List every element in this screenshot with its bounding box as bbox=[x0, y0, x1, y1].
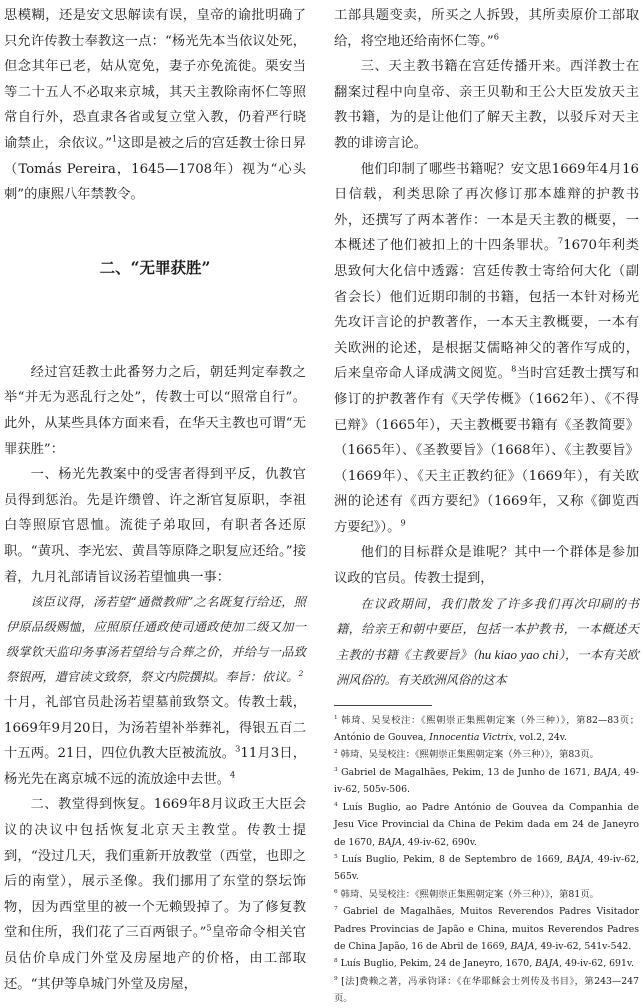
paragraph: 三、天主教书籍在宫廷传播开来。西洋教士在翻案过程中向皇帝、亲王贝勒和王公大臣发放天主教书籍，为的是让他们了解天主教，以驳斥对天主教的诽谤言论。 bbox=[334, 59, 639, 151]
paragraph: 他们的目标群众是谁呢？其中一个群体是参加议政的官员。传教士提到， bbox=[334, 545, 639, 587]
footnote-italic: BAJA bbox=[593, 766, 618, 778]
paragraph bbox=[334, 157, 639, 541]
footnote-ref[interactable]: 2 bbox=[298, 669, 304, 679]
footnote-item bbox=[334, 973, 639, 1008]
footnote-number: 5 bbox=[334, 853, 338, 860]
footnote-item bbox=[334, 851, 639, 886]
footnote-item bbox=[334, 886, 639, 903]
footnote-tail: , vol.2, 24v. bbox=[513, 732, 567, 744]
intro-paragraph bbox=[4, 0, 306, 208]
quote-romanization: hu kiao yao chi bbox=[478, 646, 559, 662]
paragraph: 一、杨光先教案中的受害者得到平反，仇教官员得到惩治。先是许缵曾、许之渐官复原职，李祖白等照原官恩恤。流徙子弟取回，有职者各还原职。“黄巩、李光宏、黄昌等原降之职复应还给。”接着，九月礼部请旨议汤若望恤典一事： bbox=[4, 467, 306, 585]
footnote-tail: , 49-iv-62, 691v. bbox=[559, 958, 634, 970]
section-heading: 二、“无罪获胜” bbox=[99, 257, 211, 277]
footnote-item bbox=[334, 764, 639, 799]
footnotes-list bbox=[334, 712, 639, 1008]
footnote-text: 韩琦、吴旻校注：《熙朝崇正集熙朝定案（外三种）》，第83页。 bbox=[340, 749, 599, 761]
footnote-text: Luís Buglio, Pekim, 8 de Septembro de 1669, bbox=[341, 853, 567, 865]
footnote-text: Gabriel de Magalhães, Pekim, 13 de Junho de 1671, bbox=[341, 766, 594, 778]
block-quote bbox=[4, 590, 306, 690]
footnote-ref[interactable]: 3 bbox=[235, 743, 241, 754]
footnote-text: [法]费赖之著，冯承钧译：《在华耶稣会士列传及书目》，第243—247页。 bbox=[334, 975, 639, 1005]
footnote-ref[interactable]: 8 bbox=[511, 363, 517, 374]
paragraph-text: 二、教堂得到恢复。1669年8月议政王大臣会议的决议中包括恢复北京天主教堂。传教士提到，“没过几天，我们重新开放教堂（西堂，也即之后的南堂），展示圣像。我们挪用了东堂的祭坛饰物，因为西堂里的被一个无赖毁掉了。为了修复教堂和住所，我们花了三百两银子。” bbox=[4, 797, 306, 941]
footnote-tail: , 49-iv-62, 565v. bbox=[334, 853, 639, 883]
footnote-item bbox=[334, 712, 639, 747]
footnote-italic: BAJA bbox=[535, 958, 560, 970]
footnote-number: 4 bbox=[334, 801, 338, 808]
paragraph-text: 工部具题变卖，所买之人拆毁，其所卖原价工部取给，将空地还给南怀仁等。” bbox=[334, 8, 639, 49]
block-quote bbox=[334, 592, 639, 693]
paragraph-text: 11月3日，杨光先在离京城不远的流放途中去世。 bbox=[4, 746, 306, 787]
footnote-italic: BAJA bbox=[566, 853, 591, 865]
paragraph-text: 十月，礼部官员赴汤若望墓前致祭文。传教士载，1669年9月20日，为汤若望补举葬礼，得银五百二十五两。21日，四位仇教大臣被流放。 bbox=[4, 695, 306, 762]
footnote-item bbox=[334, 746, 639, 763]
intro-tail-text: 这即是被之后的宫廷教士徐日昇（Tomás Pereira，1645—1708年）视为“心头刺”的康熙八年禁教令。 bbox=[4, 135, 306, 203]
footnote-number: 8 bbox=[334, 958, 338, 965]
paragraph-text: 1670年利类思致何大化信中透露：宫廷传教士寄给何大化（副省会长）他们近期印制的书籍，包括一本针对杨光先攻讦言论的护教著作，一本天主教概要，一本有关欧洲的论述，是根据艾儒略神父的著作写成的，后来皇帝命人译成满文阅览。 bbox=[334, 238, 639, 382]
footnote-divider bbox=[334, 705, 432, 706]
footnote-ref[interactable]: 4 bbox=[230, 769, 236, 780]
paragraph-text: 当时宫廷教士撰写和修订的护教著作有《天学传概》（1662年）、《不得已辩》（1665年），天主教概要书籍有《圣教简要》（1665年）、《圣教要旨》（1668年）、《主教要旨》（1669年）、《天主正教约征》（1669年），有关欧洲的论述有《西方要纪》（1669年，又称《御览西方要纪》）。 bbox=[334, 366, 639, 535]
footnote-italic: BAJA bbox=[510, 940, 535, 952]
footnote-text: 韩琦、吴旻校注：《熙朝崇正集熙朝定案（外三种）》，第81页。 bbox=[340, 888, 599, 900]
footnote-tail: , 49-iv-62, 541v-542. bbox=[534, 940, 632, 952]
footnote-number: 3 bbox=[334, 766, 338, 773]
footnote-ref[interactable]: 6 bbox=[493, 31, 499, 42]
footnote-ref[interactable]: 7 bbox=[557, 235, 564, 246]
footnote-italic: BAJA bbox=[377, 836, 402, 848]
paragraph bbox=[4, 690, 306, 792]
paragraph bbox=[334, 0, 639, 54]
left-column bbox=[4, 0, 306, 997]
quote-text: 在议政期间，我们散发了许多我们再次印刷的书籍，给亲王和朝中要臣，包括一本护教书，一本概述天主教的书籍《主教要旨》（ bbox=[336, 596, 639, 662]
footnote-number: 9 bbox=[334, 975, 338, 982]
footnote-item bbox=[334, 955, 639, 972]
footnote-text: 韩琦、吴旻校注：《熙朝崇正集熙朝定案（外三种）》，第82—83页；António de Gouvea, bbox=[334, 714, 639, 744]
footnote-number: 7 bbox=[334, 906, 338, 913]
footnote-ref[interactable]: 1 bbox=[112, 133, 118, 144]
quote-text: 该臣议得，汤若望“通微教师”之名既复行给还，照伊原品级赐恤，应照原任通政使司通政使加二级又加一级掌钦天监印务事汤若望给与合葬之价，并给与一品致祭银两，遣官读文致祭，祭文内院撰拟。奉旨：依议。 bbox=[6, 595, 306, 685]
footnote-tail: , 49-iv-62, 505v-506. bbox=[334, 766, 639, 796]
footnote-item bbox=[334, 903, 639, 955]
footnote-text: Luís Buglio, ao Padre António de Gouvea da Companhia de Jesu Vice Provincial da China de Pekim dada em 24 de Janeyro de 1670, bbox=[334, 801, 639, 848]
footnote-number: 2 bbox=[334, 749, 338, 756]
footnote-ref[interactable]: 9 bbox=[400, 517, 406, 528]
footnote-number: 1 bbox=[334, 714, 338, 721]
intro-text: 思模糊，还是安文思解读有误，皇帝的谕批明确了只允许传教士奉教这一点：“杨光先本当依议处死，但念其年已老，姑从宽免，妻子亦免流徙。栗安当等二十五人不必取来京城，其天主教除南怀仁等照常自行外，恐直隶各省或复立堂入教，仍着严行晓谕禁止，余依议。” bbox=[4, 8, 306, 151]
footnote-text: Gabriel de Magalhães, Muitos Reverendos Padres Visitador Padres Provincias de Japão e China, muitos Reverendos Padres de China Japão, 16 de Abril de 1669, bbox=[334, 906, 639, 952]
right-column bbox=[334, 0, 639, 1008]
paragraph: 经过宫廷教士此番努力之后，朝廷判定奉教之举“并无为恶乱行之处”，传教士可以“照常自行”。此外，从某些具体方面来看，在华天主教也可谓“无罪获胜”： bbox=[4, 364, 306, 457]
paragraph-text: 他们印制了哪些书籍呢？安文思1669年4月16日信载，利类思除了再次修订那本雄辩的护教书外，还撰写了两本著作：一本是天主教的概要，一本概述了他们被扣上的十四条罪状。 bbox=[334, 161, 639, 254]
quote-text: ），一本有关欧洲风俗的。有关欧洲风俗的这本 bbox=[336, 647, 639, 687]
footnote-item bbox=[334, 799, 639, 851]
footnote-italic: Innocentia Victrix bbox=[429, 732, 514, 744]
paragraph bbox=[4, 792, 306, 997]
paragraph-text: 皇帝命令相关官员估价阜成门外堂及房屋地产的价格，由工部取还。“其伊等阜城门外堂及房屋， bbox=[4, 925, 306, 992]
footnote-tail: , 49-iv-62, 690v. bbox=[401, 836, 477, 848]
footnote-number: 6 bbox=[334, 888, 338, 895]
footnote-text: Luís Buglio, Pekim, 24 de Janeyro, 1670, bbox=[340, 958, 536, 970]
footnote-ref[interactable]: 5 bbox=[206, 923, 212, 934]
